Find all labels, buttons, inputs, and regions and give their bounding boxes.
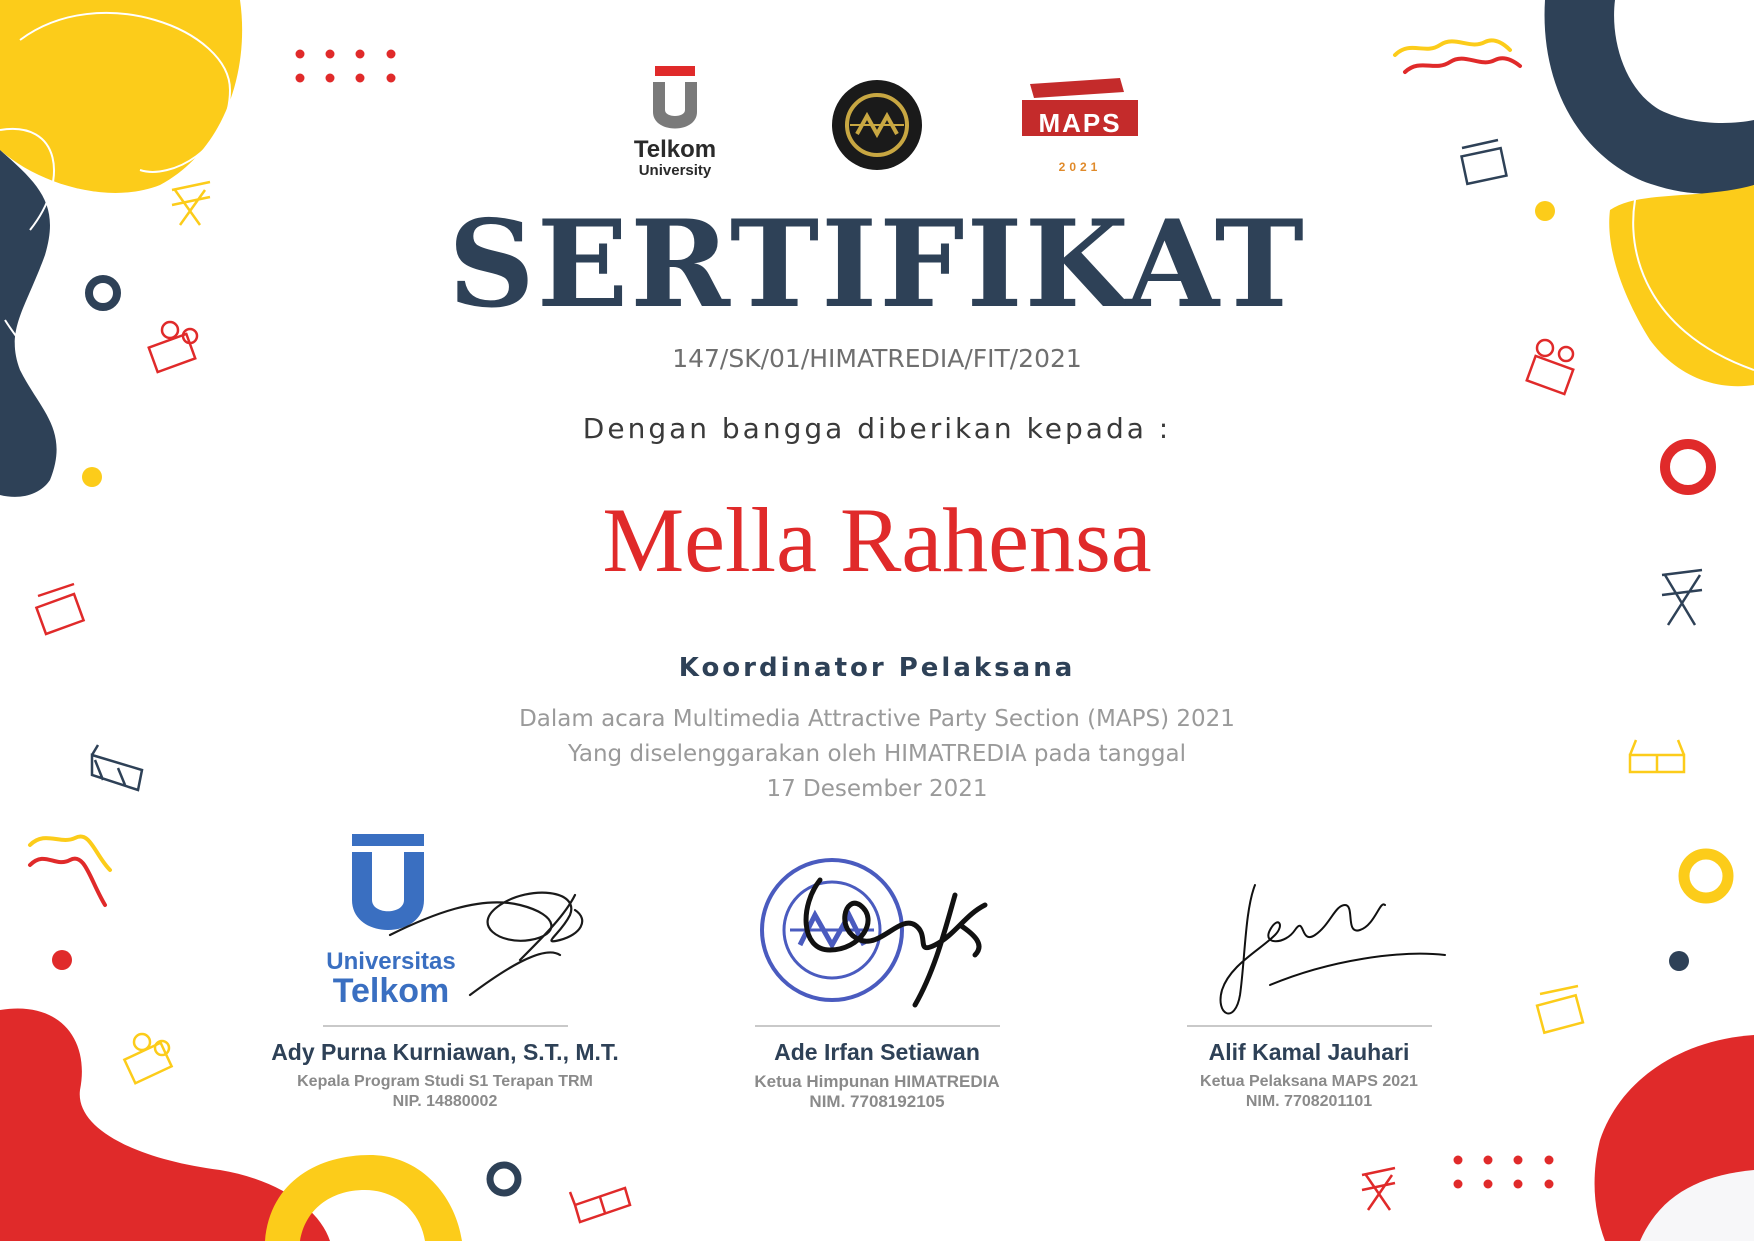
certificate-number: 147/SK/01/HIMATREDIA/FIT/2021 — [672, 344, 1082, 373]
dot-grid-bottom-right — [1454, 1156, 1554, 1189]
glasses-icon-bottom — [570, 1188, 630, 1222]
maps-logo-year: 2021 — [1058, 160, 1102, 174]
certificate-title: SERTIFIKAT — [448, 194, 1306, 335]
telkom-university-logo — [620, 60, 730, 185]
camera-icon-bottom-left — [124, 1034, 171, 1083]
signatory-id: NIP. 14880002 — [392, 1093, 498, 1110]
university-logo-text: University — [638, 162, 712, 179]
signatory-id: NIM. 7708192105 — [809, 1092, 945, 1111]
clapperboard-icon-right — [1537, 986, 1583, 1033]
event-description — [0, 702, 1754, 807]
signatory-position: Kepala Program Studi S1 Terapan TRM — [297, 1073, 593, 1090]
dot-grid-top-left — [296, 50, 396, 83]
signatory-name: Alif Kamal Jauhari — [1208, 1039, 1410, 1065]
clapperboard-icon-right-top — [1462, 140, 1507, 184]
trm-seal-logo — [830, 78, 924, 172]
signatory-name: Ade Irfan Setiawan — [774, 1039, 980, 1065]
signatory-name: Ady Purna Kurniawan, S.T., M.T. — [271, 1039, 619, 1065]
description-line: Yang diselenggarakan oleh HIMATREDIA pada tanggal — [568, 741, 1186, 767]
signatory-id: NIM. 7708201101 — [1245, 1093, 1373, 1110]
signatory-position: Ketua Himpunan HIMATREDIA — [754, 1072, 1000, 1091]
maps-logo-text: MAPS — [1038, 108, 1122, 138]
stamp-text-telkom: Telkom — [332, 972, 450, 1010]
signatory-block-2 — [677, 1025, 1077, 1112]
yellow-arc-bottom — [265, 1155, 462, 1241]
navy-ring-top-right — [1545, 0, 1754, 194]
signature-line — [323, 1025, 568, 1027]
maps-2021-logo — [1020, 78, 1140, 176]
signature-line — [1187, 1025, 1432, 1027]
telkom-logo-text: Telkom — [633, 136, 717, 163]
clapperboard-icon-left — [36, 584, 83, 634]
signatory-block-1 — [245, 1025, 645, 1112]
director-chair-icon-bottom — [1362, 1168, 1395, 1210]
certificate-intro: Dengan bangga diberikan kepada : — [582, 412, 1172, 445]
signature-line — [755, 1025, 1000, 1027]
stamp-text-universitas: Universitas — [326, 948, 456, 975]
description-line: Dalam acara Multimedia Attractive Party Section (MAPS) 2021 — [519, 706, 1235, 732]
recipient-role: Koordinator Pelaksana — [678, 653, 1076, 683]
description-line: 17 Desember 2021 — [766, 776, 988, 802]
recipient-name: Mella Rahensa — [602, 489, 1152, 591]
signatory-position: Ketua Pelaksana MAPS 2021 — [1200, 1073, 1418, 1090]
signatory-block-3 — [1109, 1025, 1509, 1112]
